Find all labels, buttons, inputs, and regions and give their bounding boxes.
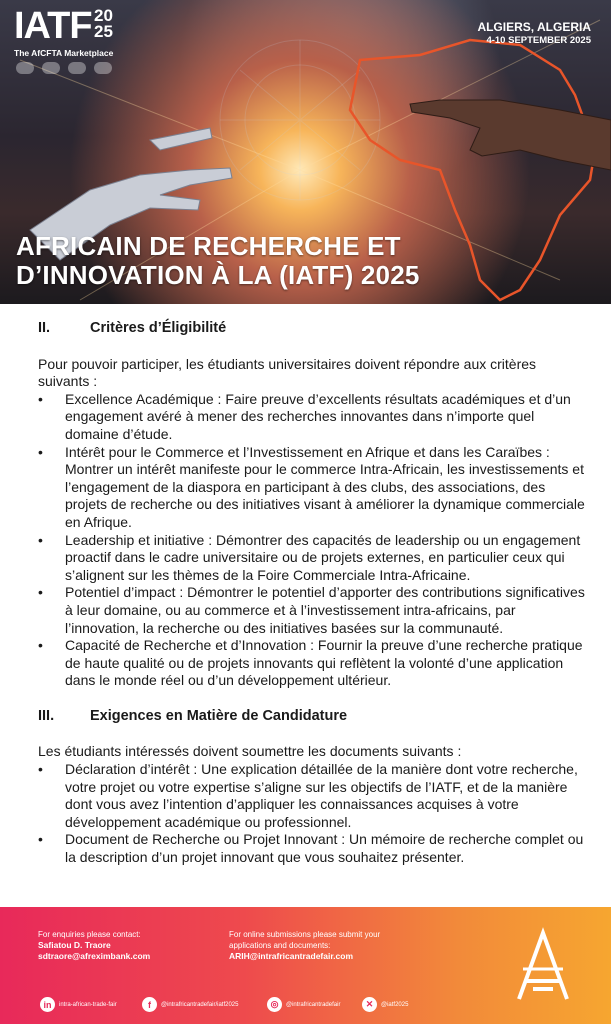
bullet: • (38, 831, 43, 848)
bullet: • (38, 531, 43, 548)
x-icon: ✕ (362, 997, 377, 1012)
requirements-list (38, 761, 586, 867)
list-item (38, 831, 586, 866)
list-item-text: Capacité de Recherche et d’Innovation : Fournir la preuve d’une recherche pratique de haute qualité ou de projets innovants qui reflètent la volonté d’une application dans le monde réel ou d’un développement ultérieur. (65, 637, 583, 689)
list-item-text: Document de Recherche ou Projet Innovant : Un mémoire de recherche complet ou la description d’un projet innovant que vous souhaitez présenter. (65, 831, 584, 866)
list-item (38, 584, 586, 637)
event-venue (477, 20, 591, 46)
social-linkedin[interactable] (40, 997, 117, 1012)
social-facebook[interactable] (142, 997, 238, 1012)
bullet: • (38, 390, 43, 407)
partner-logo (94, 62, 112, 74)
partner-logos (16, 62, 112, 74)
hero-title (16, 232, 420, 290)
social-instagram[interactable] (267, 997, 340, 1012)
iatf-logo (14, 6, 113, 58)
list-item (38, 637, 586, 690)
list-item-text: Leadership et initiative : Démontrer des capacités de leadership ou un engagement proactif dans le cadre universitaire ou de projets externes, en particulier ceux qui s’alignent sur les thèmes de la Foire Commerciale Intra-Africaine. (65, 531, 581, 583)
facebook-icon: f (142, 997, 157, 1012)
section-intro: Les étudiants intéressés doivent soumettre les documents suivants : (38, 743, 462, 760)
venue-dates: 4-10 SEPTEMBER 2025 (486, 35, 591, 46)
social-handle: intra-african-trade-fair (59, 1001, 117, 1008)
section-title: Exigences en Matière de Candidature (90, 707, 348, 724)
section-intro: Pour pouvoir participer, les étudiants universitaires doivent répondre aux critères suivants : (38, 355, 537, 390)
submission-label: For online submissions please submit your (229, 930, 381, 939)
hero-title-line: AFRICAIN DE RECHERCHE ET (16, 231, 401, 261)
logo-tagline: The AfCFTA Marketplace (14, 48, 114, 58)
logo-wordmark: IATF (14, 5, 92, 47)
hero-title-line: D’INNOVATION À LA (IATF) 2025 (16, 260, 420, 290)
social-handle: @intrafricantradefair/iatf2025 (161, 1001, 239, 1008)
list-item (38, 761, 586, 831)
partner-logo (68, 62, 86, 74)
list-item-text: Excellence Académique : Faire preuve d’excellents résultats académiques et d’un engagement avéré à mener des recherches innovantes dans n’importe quel domaine d’étude. (65, 390, 571, 442)
list-item (38, 444, 586, 532)
list-item-text: Potentiel d’impact : Démontrer le potentiel d’apporter des contributions significatives à leur domaine, ou au commerce et à l’investissement intra-africains, par l’innovation, la recherche ou des initiatives basées sur la communauté. (65, 584, 585, 636)
bullet: • (38, 761, 43, 778)
hero-banner (0, 0, 611, 304)
contact-email-link[interactable]: sdtraore@afreximbank.com (38, 951, 151, 961)
venue-city: ALGIERS, ALGERIA (477, 20, 591, 34)
section-heading (38, 708, 586, 726)
list-item-text: Déclaration d’intérêt : Une explication détaillée de la manière dont votre recherche, votre projet ou votre expertise s’aligne sur les objectifs de l’IATF, et de la manière dont vous avez l’intention d’appliquer les connaissances acquises à votre développement académique ou professionnel. (65, 761, 578, 830)
bullet: • (38, 584, 43, 601)
section-heading (38, 320, 586, 338)
section-title: Critères d’Éligibilité (90, 320, 227, 336)
footer-banner (0, 907, 611, 1024)
logo-year: 20 25 (94, 6, 113, 41)
section-number: III. (38, 707, 55, 724)
list-item-text: Intérêt pour le Commerce et l’Investissement en Afrique et dans les Caraïbes : Montrer un intérêt manifeste pour le commerce Intra-Africain, les investissements et l’engagement de la diaspora en participant à des clubs, des associations, des projets de recherche ou des initiatives visant à améliorer la dynamique commerciale en Afrique. (65, 443, 585, 530)
submission-contact (229, 929, 380, 962)
contact-label: For enquiries please contact: (38, 930, 141, 939)
iatf-a-logo-icon (513, 925, 573, 1005)
partner-logo (42, 62, 60, 74)
partner-logo (16, 62, 34, 74)
social-handle: @intrafricantradefair (286, 1001, 341, 1008)
instagram-icon: ◎ (267, 997, 282, 1012)
linkedin-icon: in (40, 997, 55, 1012)
bullet: • (38, 637, 43, 654)
submission-label: applications and documents: (229, 941, 331, 950)
enquiry-contact (38, 929, 150, 962)
contact-name: Safiatou D. Traore (38, 940, 111, 950)
criteria-list (38, 391, 586, 690)
document-body (38, 320, 586, 867)
bullet: • (38, 443, 43, 460)
list-item (38, 391, 586, 444)
submission-email-link[interactable]: ARIH@intrafricantradefair.com (229, 951, 354, 961)
list-item (38, 532, 586, 585)
section-number: II. (38, 320, 51, 336)
social-x[interactable] (362, 997, 408, 1012)
social-handle: @iatf2025 (381, 1001, 409, 1008)
